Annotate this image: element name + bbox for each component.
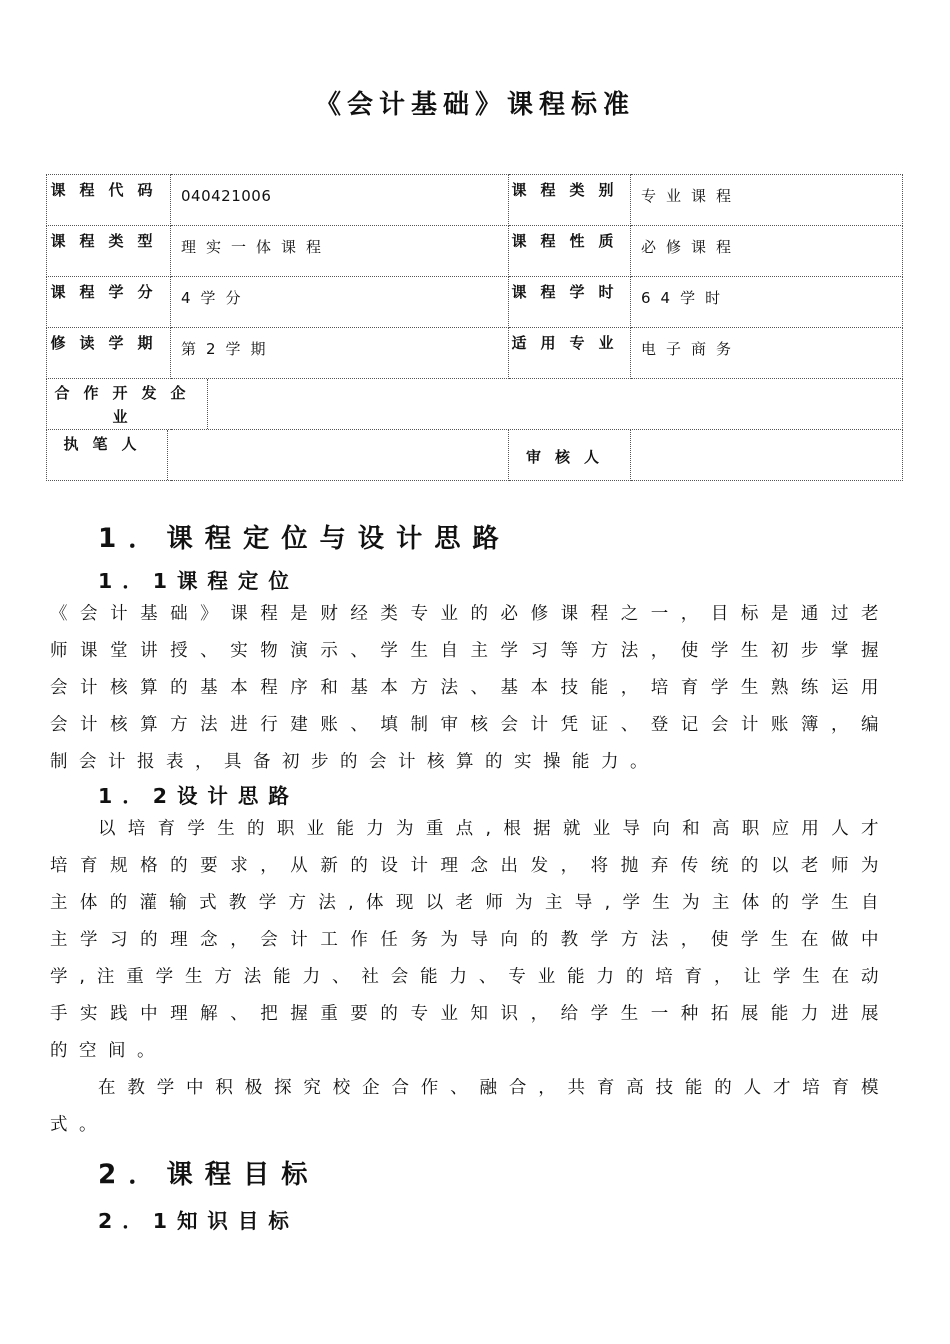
table-row — [47, 379, 903, 430]
table-row — [47, 175, 903, 226]
course-type-label: 课程类型 — [47, 226, 171, 277]
course-credit-label: 课程学分 — [47, 277, 171, 328]
course-code-value: 040421006 — [171, 175, 509, 226]
author-value — [168, 430, 508, 480]
table-row — [47, 328, 903, 379]
course-nature-label: 课程性质 — [509, 226, 631, 277]
course-hours-label: 课程学时 — [509, 277, 631, 328]
course-code-label: 课程代码 — [47, 175, 171, 226]
major-value: 电子商务 — [631, 328, 903, 379]
paragraph: 以培育学生的职业能力为重点,根据就业导向和高职应用人才培育规格的要求，从新的设计理念出发，将抛弃传统的以老师为主体的灌输式教学方法,体现以老师为主导,学生为主体的学生自主学习的理念，会计工作任务为导向的教学方法，使学生在做中学,注重学生方法能力、社会能力、专业能力的培育，让学生在动手实践中理解、把握重要的专业知识，给学生一种拓展能力进展的空间。 — [50, 819, 890, 1061]
partner-cell — [47, 379, 903, 430]
course-info-table — [46, 174, 903, 481]
page-title: 《会计基础》课程标准 — [314, 90, 635, 120]
course-hours-value: 64学时 — [631, 277, 903, 328]
author-cell — [47, 430, 509, 481]
course-nature-value: 必修课程 — [631, 226, 903, 277]
section-heading: 1．课程定位与设计思路 — [98, 524, 511, 554]
reviewer-value — [631, 430, 903, 481]
partner-label: 合作开发企业 — [47, 379, 208, 429]
partner-value — [208, 379, 902, 429]
paragraph: 在教学中积极探究校企合作、融合，共育高技能的人才培育模式。 — [50, 1078, 890, 1135]
table-row — [47, 430, 903, 481]
term-label: 修读学期 — [47, 328, 171, 379]
reviewer-label: 审核人 — [509, 430, 631, 481]
major-label: 适用专业 — [509, 328, 631, 379]
author-label: 执笔人 — [47, 430, 168, 480]
subsection-heading: 1．1课程定位 — [98, 569, 299, 593]
table-row — [47, 277, 903, 328]
subsection-heading: 2．1知识目标 — [98, 1209, 299, 1233]
term-value: 第2学期 — [171, 328, 509, 379]
paragraph: 《会计基础》课程是财经类专业的必修课程之一，目标是通过老师课堂讲授、实物演示、学生自主学习等方法，使学生初步掌握会计核算的基本程序和基本方法、基本技能，培育学生熟练运用会计核算方法进行建账、填制审核会计凭证、登记会计账簿，编制会计报表，具备初步的会计核算的实操能力。 — [50, 604, 890, 772]
subsection-heading: 1．2设计思路 — [98, 784, 299, 808]
course-category-label: 课程类别 — [509, 175, 631, 226]
course-credit-value: 4学分 — [171, 277, 509, 328]
course-category-value: 专业课程 — [631, 175, 903, 226]
course-type-value: 理实一体课程 — [171, 226, 509, 277]
document-body — [50, 520, 890, 1236]
table-row — [47, 226, 903, 277]
section-heading: 2．课程目标 — [98, 1160, 320, 1190]
